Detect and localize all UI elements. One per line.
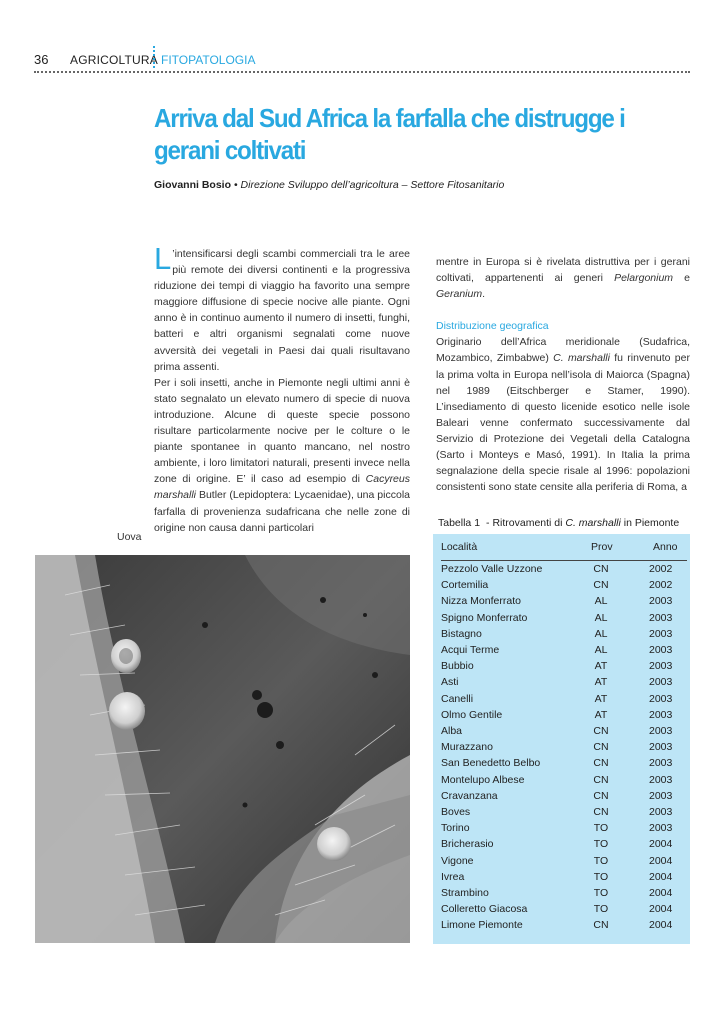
cell-year: 2002	[649, 563, 673, 575]
cell-year: 2003	[649, 660, 673, 673]
figure-caption: Uova	[117, 531, 142, 543]
species-name: C. marshalli	[565, 517, 621, 529]
cell-location: Murazzano	[441, 741, 493, 754]
paragraph-intro-text: ’intensificarsi degli scambi commerciali tra le aree più remote dei diversi continenti e la progressiva riduzione dei tempi di viaggio ha favorito una sempre maggiore diffusione di specie nocive alle piante. Ogni anno è in continuo aumento il numero di insetti, funghi, batteri e altri organismi segnalati come nuove avversità dei vegetali in Paesi dai quali risultavano prima assenti.	[154, 248, 410, 373]
cell-province: CN	[593, 789, 609, 802]
table-row	[441, 838, 687, 854]
cell-year: 2003	[649, 708, 673, 721]
cell-location: Ivrea	[441, 870, 465, 883]
cell-province: TO	[593, 838, 609, 851]
cell-province: CN	[593, 773, 609, 786]
table-row	[441, 612, 687, 628]
author-name: Giovanni Bosio	[154, 179, 232, 191]
author-affiliation: Direzione Sviluppo dell’agricoltura – Settore Fitosanitario	[240, 179, 505, 191]
table-caption-text: - Ritrovamenti di	[486, 517, 566, 529]
cell-location: Cravanzana	[441, 789, 498, 802]
cell-year: 2004	[649, 838, 673, 851]
cell-province: TO	[593, 903, 609, 916]
cell-province: TO	[593, 870, 609, 883]
paragraph-text: fu rinvenuto per la prima volta in Europa nell’isola di Maiorca (Spagna) nel 1989 (Eitschberger e Stamer, 1990). L’insediamento di questo licenide esotico nelle isole Baleari venne confermato successivamente dal Servizio di Protezione dei Vegetali della Catalogna (Sarto i Monteys e Masó, 1991). In Italia la prima segnalazione della specie risale al 1996: popolazioni consistenti sono state censite alla periferia di Roma, a	[436, 352, 690, 494]
cell-year: 2004	[649, 870, 673, 883]
cell-year: 2003	[649, 676, 673, 689]
table-row	[441, 725, 687, 741]
cell-year: 2003	[649, 741, 673, 754]
cell-location: Torino	[441, 822, 470, 835]
table-row	[441, 563, 687, 579]
cell-year: 2003	[649, 725, 673, 737]
subsection-label: FITOPATOLOGIA	[161, 53, 256, 67]
article-title: Arriva dal Sud Africa la farfalla che distrugge i gerani coltivati	[154, 103, 625, 165]
paragraph-text: Butler (Lepidoptera: Lycaenidae), una piccola farfalla di provenienza sudafricana che nelle zone di origine non causa danni particolari	[154, 489, 410, 534]
species-name: Cacyreus marshalli	[154, 473, 410, 502]
table-row	[441, 741, 687, 757]
table-header	[441, 534, 687, 561]
cell-location: Cortemilia	[441, 579, 489, 592]
genus-name: Geranium	[436, 288, 483, 301]
table-row	[441, 579, 687, 595]
paragraph-continued	[436, 254, 690, 302]
cell-province: CN	[593, 919, 609, 932]
genus-name: Pelargonium	[614, 272, 674, 285]
cell-location: Strambino	[441, 887, 489, 899]
cell-province: CN	[593, 579, 609, 592]
cell-province: AL	[594, 644, 608, 656]
cell-province: TO	[593, 822, 609, 835]
cell-province: TO	[593, 854, 609, 867]
cell-location: San Benedetto Belbo	[441, 757, 541, 770]
table-row	[441, 595, 687, 611]
table-row	[441, 790, 687, 806]
table-row	[441, 693, 687, 709]
header-location: Località	[441, 541, 478, 553]
header-rule	[34, 71, 690, 73]
table-caption	[438, 517, 679, 529]
paragraph-intro	[154, 241, 410, 375]
paragraph-text: Originario dell’Africa meridionale (Sudafrica, Mozambico, Zimbabwe)	[436, 336, 690, 365]
findings-table	[433, 534, 690, 944]
cell-year: 2004	[649, 903, 673, 916]
cell-province: AL	[594, 611, 608, 624]
cell-year: 2003	[649, 789, 673, 802]
cell-location: Pezzolo Valle Uzzone	[441, 563, 543, 575]
table-label: Tabella 1	[438, 517, 481, 529]
cell-location: Bubbio	[441, 660, 474, 673]
table-row	[441, 822, 687, 838]
header-province: Prov	[591, 541, 613, 553]
table-row	[441, 660, 687, 676]
table-row	[441, 871, 687, 887]
cell-location: Alba	[441, 725, 463, 737]
cell-province: AT	[594, 692, 608, 705]
text-column-1	[154, 241, 410, 536]
cell-year: 2003	[649, 757, 673, 770]
cell-year: 2003	[649, 611, 673, 624]
cell-location: Spigno Monferrato	[441, 611, 528, 624]
cell-location: Limone Piemonte	[441, 919, 523, 932]
section-subheading: Distribuzione geografica	[436, 320, 549, 333]
cell-year: 2004	[649, 887, 673, 899]
table-row	[441, 774, 687, 790]
text-column-2	[436, 254, 690, 495]
paragraph-text: e	[673, 272, 690, 285]
cell-location: Canelli	[441, 692, 474, 705]
table-row	[441, 806, 687, 822]
cell-province: CN	[593, 757, 609, 770]
cell-year: 2004	[649, 919, 673, 932]
cell-year: 2003	[649, 627, 673, 640]
cell-location: Nizza Monferrato	[441, 595, 521, 608]
cell-year: 2003	[649, 595, 673, 608]
table-row	[441, 855, 687, 871]
table-caption-text: in Piemonte	[620, 517, 680, 529]
cell-year: 2004	[649, 854, 673, 867]
cell-province: CN	[593, 806, 609, 818]
cell-province: CN	[593, 563, 609, 575]
cell-province: CN	[593, 725, 609, 737]
cell-year: 2002	[649, 579, 673, 592]
byline	[154, 179, 504, 191]
table-row	[441, 644, 687, 660]
cell-location: Boves	[441, 806, 471, 818]
paragraph-text: Per i soli insetti, anche in Piemonte negli ultimi anni è stato segnalato un elevato numero di specie di nuova introduzione. Alcune di queste specie possono risultare particolarmente nocive per le colture o le piante spontanee in quanto mancano, nel nostro ambiente, i loro limitatori naturali, presenti invece nella zone di origine. E’ il caso ad esempio di	[154, 376, 410, 486]
cell-year: 2003	[649, 773, 673, 786]
paragraph-distribution	[436, 334, 690, 495]
cell-year: 2003	[649, 822, 673, 835]
species-name: C. marshalli	[553, 352, 610, 365]
table-row	[441, 628, 687, 644]
cell-year: 2003	[649, 644, 673, 656]
cell-location: Bricherasio	[441, 838, 494, 851]
cell-year: 2003	[649, 692, 673, 705]
cell-location: Montelupo Albese	[441, 773, 525, 786]
paragraph-text: .	[482, 288, 486, 301]
table-row	[441, 919, 687, 935]
table-row	[441, 757, 687, 773]
page-number: 36	[34, 52, 49, 67]
eggs-photo	[35, 555, 410, 943]
cell-province: AL	[594, 627, 608, 640]
cell-year: 2003	[649, 806, 673, 818]
cell-province: AT	[594, 708, 608, 721]
cell-location: Asti	[441, 676, 459, 689]
table-row	[441, 676, 687, 692]
section-label: AGRICOLTURA	[70, 53, 158, 67]
cell-location: Bistagno	[441, 627, 482, 640]
cell-province: AL	[594, 595, 608, 608]
drop-cap: L	[154, 241, 172, 276]
cell-location: Colleretto Giacosa	[441, 903, 528, 916]
cell-province: AT	[594, 660, 608, 673]
header-separator	[153, 46, 155, 68]
table-row	[441, 903, 687, 919]
cell-province: CN	[593, 741, 609, 754]
cell-location: Vigone	[441, 854, 474, 867]
cell-location: Olmo Gentile	[441, 708, 503, 721]
paragraph-insects	[154, 375, 410, 536]
paragraph-text: mentre in Europa si è rivelata distruttiva per i gerani coltivati, appartenenti ai generi	[436, 256, 690, 285]
cell-location: Acqui Terme	[441, 644, 500, 656]
header-year: Anno	[653, 541, 678, 553]
table-row	[441, 709, 687, 725]
table-row	[441, 887, 687, 903]
cell-province: TO	[593, 887, 609, 899]
byline-bullet: •	[233, 179, 241, 191]
cell-province: AT	[594, 676, 608, 689]
